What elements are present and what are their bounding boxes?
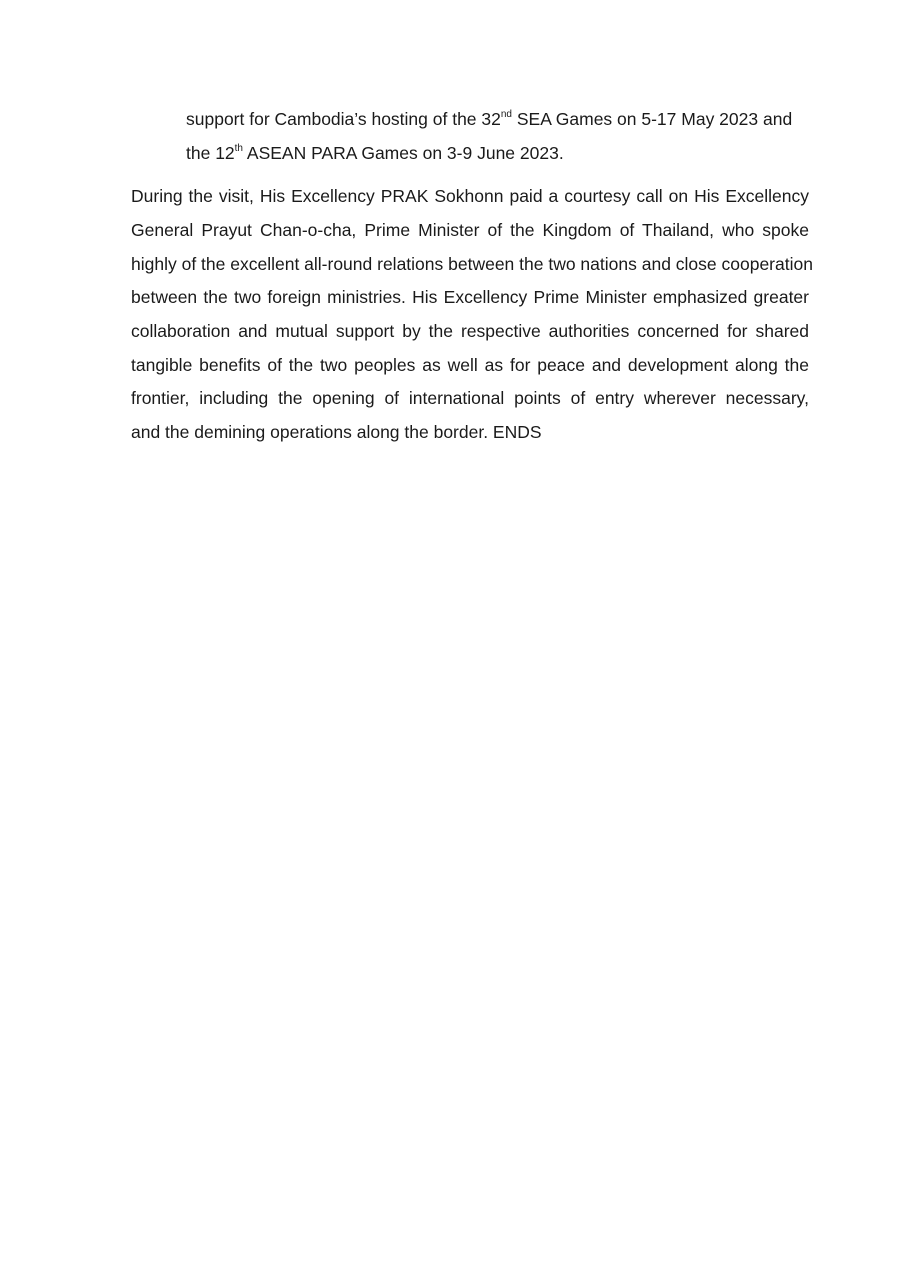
- ordinal-superscript: th: [234, 143, 243, 154]
- text-span: SEA Games on 5-17 May 2023 and: [512, 109, 793, 129]
- paragraph-line: collaboration and mutual support by the respective authorities concerned for shared: [131, 321, 809, 341]
- paragraph-line: highly of the excellent all-round relations between the two nations and close cooperation: [131, 254, 813, 274]
- text-span: ASEAN PARA Games on 3-9 June 2023.: [243, 143, 564, 163]
- paragraph-last-line: and the demining operations along the border. ENDS: [131, 422, 542, 442]
- paragraph-line: During the visit, His Excellency PRAK Sokhonn paid a courtesy call on His Excellency: [131, 186, 809, 206]
- ordinal-superscript: nd: [500, 109, 512, 120]
- list-item-line-2: [186, 142, 564, 164]
- text-span: support for Cambodia’s hosting of the 32: [186, 109, 501, 129]
- list-item-line-1: [186, 108, 792, 130]
- paragraph-line: between the two foreign ministries. His Excellency Prime Minister emphasized greater: [131, 287, 809, 307]
- paragraph-line: tangible benefits of the two peoples as well as for peace and development along the: [131, 355, 809, 375]
- paragraph-line: frontier, including the opening of international points of entry wherever necessary,: [131, 388, 809, 408]
- text-span: the 12: [186, 143, 235, 163]
- paragraph-line: General Prayut Chan-o-cha, Prime Minister of the Kingdom of Thailand, who spoke: [131, 220, 809, 240]
